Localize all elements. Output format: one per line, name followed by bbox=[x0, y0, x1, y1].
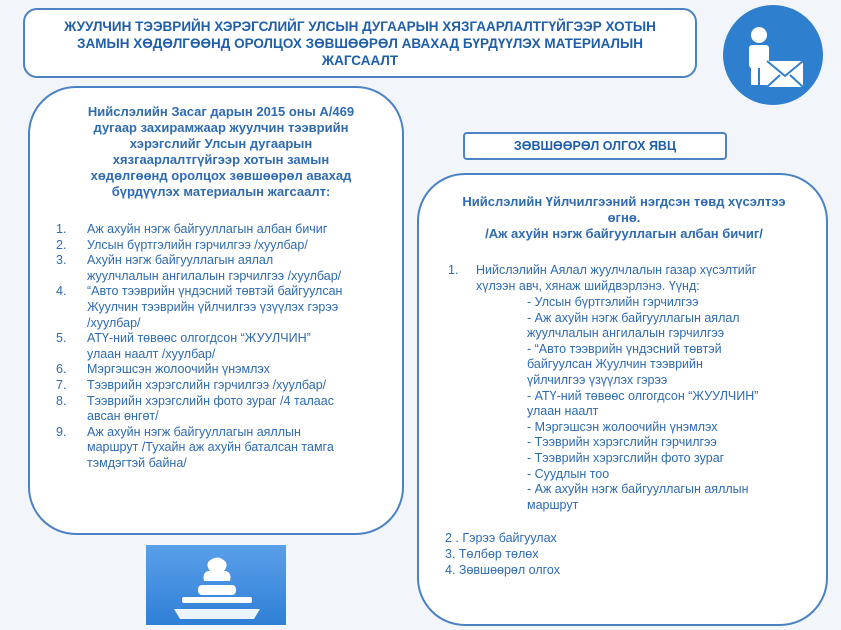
item-text: - Улсын бүртгэлийн гэрчилгээ bbox=[527, 295, 699, 309]
list-item bbox=[56, 238, 396, 254]
item-text: “Авто тээврийн үндэсний төвтэй байгуулсан bbox=[87, 284, 343, 299]
person-envelope-icon bbox=[723, 5, 823, 105]
item-text: - Мэргэшсэн жолоочийн үнэмлэх bbox=[527, 419, 718, 434]
list-item bbox=[527, 451, 797, 467]
requirements-heading bbox=[52, 104, 390, 200]
item-text: /хуулбар/ bbox=[87, 315, 141, 330]
item-number: 3. bbox=[56, 253, 67, 268]
heading-line: /Аж ахуйн нэгж байгууллагын албан бичиг/ bbox=[485, 226, 763, 241]
item-text: АТҮ-ний төвөөс олгогдсон “ЖУУЛЧИН” bbox=[87, 331, 311, 346]
item-text: тэмдэгтэй байна/ bbox=[87, 455, 187, 470]
list-item bbox=[56, 378, 396, 394]
list-item bbox=[56, 425, 396, 472]
list-item bbox=[527, 420, 797, 436]
process-step: 2 . Гэрээ байгуулах bbox=[445, 531, 557, 545]
list-item bbox=[56, 362, 396, 378]
step-number: 1. bbox=[448, 263, 459, 277]
item-text: - Тээврийн хэрэгслийн фото зураг bbox=[527, 450, 725, 465]
heading-line: Нийслэлийн Засаг дарын 2015 оны А/469 bbox=[87, 104, 355, 119]
review-items-list bbox=[527, 295, 797, 513]
list-item bbox=[527, 295, 797, 311]
list-item bbox=[527, 482, 797, 513]
list-item bbox=[527, 435, 797, 451]
item-text: - Суудлын тоо bbox=[527, 466, 610, 481]
item-text: үйлчилгээ үзүүлэх гэрээ bbox=[527, 372, 668, 387]
item-text: улаан наалт bbox=[527, 404, 599, 419]
process-step: 3. Төлбөр төлөх bbox=[445, 546, 539, 561]
item-text: - Аж ахуйн нэгж байгууллагын аяллын bbox=[527, 482, 749, 497]
item-text: - Тээврийн хэрэгслийн гэрчилгээ bbox=[527, 435, 717, 450]
item-text: жуулчлалын ангилалын гэрчилгээ /хуулбар/ bbox=[87, 268, 342, 283]
list-item bbox=[56, 253, 396, 284]
process-step: 4. Зөвшөөрөл олгох bbox=[445, 562, 560, 577]
item-text: байгуулсан Жуулчин тээврийн bbox=[527, 357, 703, 372]
heading-line: хөдөлгөөнд оролцох зөвшөөрөл авахад bbox=[90, 168, 352, 183]
heading-line: дугаар захирамжаар жуулчин тээврийн bbox=[93, 120, 349, 135]
title-line: ЖАГСААЛТ bbox=[321, 52, 399, 68]
heading-line: өгнө. bbox=[607, 210, 641, 225]
list-item bbox=[527, 342, 797, 389]
item-text: - Аж ахуйн нэгж байгууллагын аялал bbox=[527, 310, 740, 325]
list-item bbox=[527, 311, 797, 342]
item-text: Тээврийн хэрэгслийн фото зураг /4 талаас bbox=[87, 393, 334, 408]
step-text: хүлээн авч, хянаж шийдвэрлэнэ. Үүнд: bbox=[476, 278, 700, 293]
title-line: ЗАМЫН ХӨДӨЛГӨӨНД ОРОЛЦОХ ЗӨВШӨӨРӨЛ АВАХАД БҮРДҮҮЛЭХ МАТЕРИАЛЫН bbox=[77, 35, 643, 51]
item-number: 8. bbox=[56, 393, 67, 408]
item-number: 5. bbox=[56, 331, 67, 346]
item-text: авсан өнгөт/ bbox=[87, 409, 159, 424]
step-text: Нийслэлийн Аялал жуулчлалын газар хүсэлтийг bbox=[476, 263, 757, 277]
item-number: 2. bbox=[56, 237, 67, 252]
title-line: ЖУУЛЧИН ТЭЭВРИЙН ХЭРЭГСЛИЙГ УЛСЫН ДУГААРЫН ХЯЗГААРЛАЛТГҮЙГЭЭР ХОТЫН bbox=[64, 18, 656, 34]
item-text: Тээврийн хэрэгслийн гэрчилгээ /хуулбар/ bbox=[87, 377, 327, 392]
process-heading bbox=[432, 194, 816, 242]
item-text: Жуулчин тээврийн үйлчилгээ үзүүлэх гэрээ bbox=[87, 299, 339, 314]
item-text: Аж ахуйн нэгж байгууллагын албан бичиг bbox=[87, 222, 328, 236]
list-item bbox=[56, 284, 396, 331]
item-text: маршрут bbox=[527, 497, 579, 512]
item-text: - “Авто тээврийн үндэсний төвтэй bbox=[527, 341, 722, 356]
item-text: Ахуйн нэгж байгууллагын аялал bbox=[87, 253, 274, 268]
item-text: Улсын бүртгэлийн гэрчилгээ /хуулбар/ bbox=[87, 237, 308, 252]
item-text: Мэргэшсэн жолоочийн үнэмлэх bbox=[87, 362, 270, 377]
heading-line: Нийслэлийн Үйлчилгээний нэгдсэн төвд хүсэлтээ bbox=[462, 194, 786, 209]
stamp-icon bbox=[146, 545, 286, 625]
item-text: - АТҮ-ний төвөөс олгогдсон “ЖУУЛЧИН” bbox=[527, 388, 759, 403]
list-item bbox=[527, 389, 797, 420]
process-steps-list bbox=[445, 531, 745, 578]
page-title bbox=[23, 8, 697, 78]
heading-line: бүрдүүлэх материалын жагсаалт: bbox=[111, 184, 331, 199]
item-number: 4. bbox=[56, 284, 67, 299]
item-number: 7. bbox=[56, 377, 67, 392]
item-text: жуулчлалын ангилалын гэрчилгээ bbox=[527, 326, 725, 341]
item-text: Аж ахуйн нэгж байгууллагын аяллын bbox=[87, 424, 301, 439]
item-number: 9. bbox=[56, 424, 67, 439]
heading-line: хэрэгслийг Улсын дугаарын bbox=[129, 136, 313, 151]
process-title: ЗӨВШӨӨРӨЛ ОЛГОХ ЯВЦ bbox=[463, 132, 727, 160]
process-step bbox=[448, 263, 808, 294]
requirements-list bbox=[56, 222, 396, 472]
list-item bbox=[56, 222, 396, 238]
list-item bbox=[56, 331, 396, 362]
list-item bbox=[56, 394, 396, 425]
list-item bbox=[527, 467, 797, 483]
item-text: улаан наалт /хуулбар/ bbox=[87, 346, 216, 361]
item-number: 1. bbox=[56, 222, 67, 236]
heading-line: хязгаарлалтгүйгээр хотын замын bbox=[112, 152, 330, 167]
item-number: 6. bbox=[56, 362, 67, 377]
item-text: маршрут /Тухайн аж ахуйн баталсан тамга bbox=[87, 440, 334, 455]
